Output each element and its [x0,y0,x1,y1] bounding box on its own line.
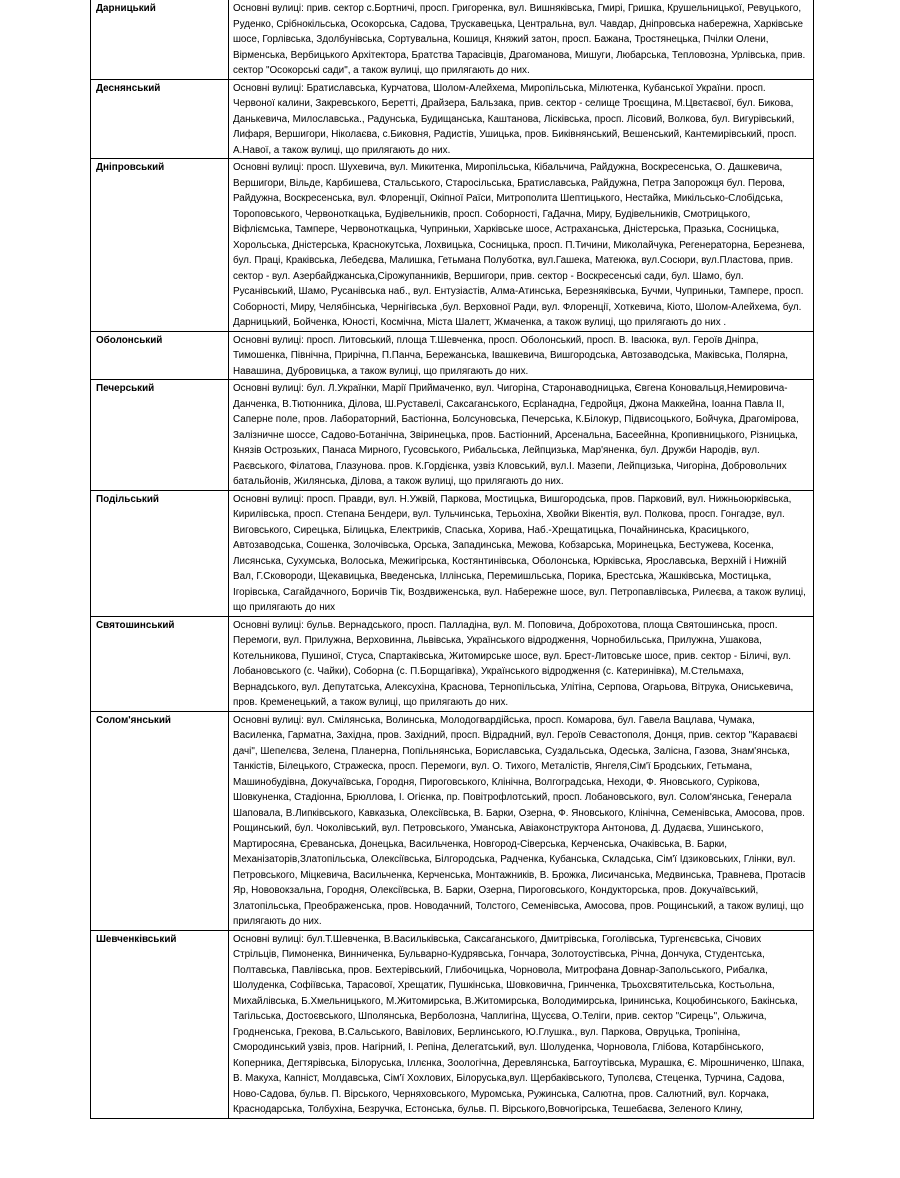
district-streets: Основні вулиці: просп. Шухевича, вул. Микитенка, Миропільська, Кібальчича, Райдужна, Воскресенська, О. Дашкевича, Вершигори, Вільде, Карбишева, Стальського, Старосільська, Братиславська, Райдужна, Петра Запорожця бул. Перова, Райдужна, Воскресенська, вул. Флоренції, Окіпної Раїси, Митрополита Шептицького, Нестайка, Микільсько-Слобідська, Тороповського, Червоноткацька, Будівельників, просп. Соборності, ГаДачна, Миру, Будівельників, Смотрицького, Віфліємська, Тампере, Червоноткацька, Чуприньки, Харківське шосе, Астраханська, Дністерська, Празька, Сосницька, Хорольська, Дністерська, Краснокутська, Лохвицька, Сосницька, просп. П.Тичини, Миколайчука, Регенераторна, Березнева, бул. Праці, Краківська, Лебедєва, Малишка, Гетьмана Полуботка, вул.Гашека, Матеюка, вул.Сосюри, вул.Пластова, прив. сектор - вул. Азербайджанська,Сірожупанників, Вершигори, прив. сектор - Воскресенські сади, бул. Шамо, бул. Русанівський, Шамо, Русанівська наб., вул. Ентузіастів, Алма-Атинська, Березняківська, Бучми, Чуприньки, Тампере, просп. Соборності, Миру, Челябінська, Чернігівська ,бул. Верховної Ради, вул. Флоренції, Хоткевича, Кіото, Шолом-Алейхема, бул. Дарницький, Бойченка, Юності, Космічна, Міста Шалетт, Жмаченка, а також вулиці, що прилягають до них . [229,159,814,332]
district-name: Подільський [91,490,229,616]
table-row [91,490,814,616]
district-streets: Основні вулиці: просп. Правди, вул. Н.Ужвій, Паркова, Мостицька, Вишгородська, пров. Парковий, вул. Нижньоюрківська, Кирилівська, просп. Степана Бендери, вул. Тульчинська, Терьохіна, Хвойки Вікентія, вул. Полкова, просп. Гонгадзе, вул. Виговського, Сирецька, Білицька, Електриків, Спаська, Хорива, Наб.-Хрещатицька, Почайнинська, Красицького, Автозаводська, Сошенка, Золочівська, Орська, Западинська, Межова, Кобзарська, Моринецька, Бестужева, Косенка, Лисянська, Сухумська, Волоська, Межигірська, Костянтинівська, Оболонська, Юрківська, Ярославська, Верхній і Нижній Вал, Г.Сковороди, Щекавицька, Введенська, Іллінська, Перемишльська, Порика, Брестська, Жашківська, Мостицька, Ігорівська, Сагайдачного, Боричів Тік, Воздвиженська, вул. Набережне шосе, вул. Петропавлівська, Рилеєва, а також вулиці, що прилягають до них [229,490,814,616]
table-row [91,159,814,332]
district-streets: Основні вулиці: просп. Литовський, площа Т.Шевченка, просп. Оболонський, просп. В. Івасюка, вул. Героїв Дніпра, Тимошенка, Північна, Прирічна, П.Панча, Бережанська, Івашкевича, Вишгородська, Автозаводська, Маківська, Полярна, Навашина, Дубровицька, а також вулиці, що прилягають до них. [229,331,814,380]
district-streets: Основні вулиці: бульв. Вернадського, просп. Палладіна, вул. М. Поповича, Доброхотова, площа Святошинська, просп. Перемоги, вул. Прилужна, Верховинна, Львівська, Українського відродження, Чорнобильська, Прилужна, Ушакова, Котельникова, Пушиної, Стуса, Спартаківська, Житомирське шосе, вул. Брест-Литовське шосе, прив. сектор - Біличі, вул. Лобановського (с. Чайки), Соборна (с. П.Борщагівка), Українського відродження (с. Катеринівка), М.Стельмаха, Вернадського, вул. Депутатська, Алексухіна, Краснова, Тернопільська, Улітіна, Серпова, Огарьова, Вітрука, Ониськевича, пров. Кременецький, а також вулиці, що прилягають до них. [229,616,814,711]
district-name: Оболонський [91,331,229,380]
table-row [91,331,814,380]
districts-table [90,0,814,1119]
district-name: Дніпровський [91,159,229,332]
district-name: Печерський [91,380,229,491]
table-row [91,380,814,491]
district-name: Шевченківський [91,930,229,1118]
table-row [91,711,814,930]
district-streets: Основні вулиці: Братиславська, Курчатова, Шолом-Алейхема, Миропільська, Мілютенка, Кубанської України. просп. Червоної калини, Закревського, Беретті, Драйзера, Бальзака, прив. сектор - селище Троєщина, М.Цвєтаєвої, бул. Бикова, Данькевича, Милославська., Радунська, Будищанська, Каштанова, Лісківська, просп. Лісовий, Волкова, бул. Вигурівський, Лифаря, Вершигори, Ніколаєва, с.Биковня, Радистів, Ушицька, пров. Биківнянський, Вешенський, Кантемирівський, просп. А.Навої, а також вулиці, що прилягають до них. [229,79,814,159]
district-streets: Основні вулиці: прив. сектор с.Бортничі, просп. Григоренка, вул. Вишняківська, Гмирі, Гришка, Крушельницької, Ревуцького, Руденко, Срібнокільська, Осокорська, Садова, Трускавецька, Центральна, вул. Чавдар, Дніпровська набережна, Харківське шосе, Горлівська, Здолбунівська, Сортувальна, Кошиця, Княжий затон, просп. Бажана, Тростянецька, Пчілки Олени, Вірменська, Вербицького Архітектора, Братства Тарасівців, Драгоманова, Мишуги, Любарська, Тепловозна, Урлівська, прив. сектор "Осокорські сади", а також вулиці, що прилягають до них. [229,0,814,79]
table-row [91,616,814,711]
district-streets: Основні вулиці: вул. Смілянська, Волинська, Молодогвардійська, просп. Комарова, бул. Гавела Вацлава, Чумака, Василенка, Гарматна, Західна, пров. Західний, просп. Відрадний, вул. Героїв Севастополя, Донця, прив. сектор "Караваєві дачі", Шепелєва, Зелена, Планерна, Попільнянська, Бориславська, Суздальська, Одеська, Залісна, Газова, Знам'янська, Танкістів, Білецького, Стражеска, просп. Перемоги, вул. О. Тихого, Металістів, Янгеля,Сім'ї Бродських, Гетьмана, Машинобудівна, Докучаївська, Городня, Пироговського, Клінічна, Волгоградська, Неходи, Ф. Яновського, Сурікова, Шовкуненка, Стадіонна, Брюллова, І. Огієнка, пр. Повітрофлотський, просп. Лобановського, вул. Солом'янська, Генерала Шаповала, В.Липківського, Кавказька, Олексіївська, В. Барки, Озерна, Ф. Яновського, Клінічна, Семенівська, Амосова, пров. Рощинський, бул. Чоколівський, вул. Петровського, Уманська, Авіаконструктора Антонова, Д. Дудаєва, Ушинського, Мартиросяна, Єреванська, Донецька, Васильченка, Новгород-Сіверська, Керченська, Очаківська, В. Барки, Механізаторів,Златопільська, Олексіївська, Білгородська, Радченка, Кубанська, Складська, Сім'ї Ідзиковських, Глінки, вул. Петровського, Міцкевича, Васильченка, Керченська, Монтажників, В. Брожка, Лисичанська, Медвинська, Травнева, Протасів Яр, Нововокзальна, Городня, Олексіївська, В. Барки, Озерна, Пироговського, Кондукторська, пров. Докучаївський, Златопільська, Преображенська, пров. Новодачний, Толстого, Семенівська, Амосова, пров. Рощинський, а також вулиці, що прилягають до них. [229,711,814,930]
table-row [91,79,814,159]
district-name: Солом'янський [91,711,229,930]
table-row [91,0,814,79]
district-streets: Основні вулиці: бул.Т.Шевченка, В.Васильківська, Саксаганського, Дмитрівська, Гоголівська, Тургенєвська, Січових Стрільців, Пимоненка, Винниченка, Бульварно-Кудрявська, Гончара, Золотоустівська, Річна, Дончука, Студентська, Полтавська, Павлівська, пров. Бехтерівський, Глибочицька, Чорновола, Митрофана Довнар-Запольського, Рибалка, Шолуденка, Софіївська, Тарасової, Хрещатик, Пушкінська, Шовковична, Гринченка, Трьохсвятительська, Костьольна, Михайлівська, Б.Хмельницького, М.Житомирська, В.Житомирська, Володимирська, Ірининська, Коцюбинського, Бакінська, Тагільська, Достоєвського, Шполянська, Верболозна, Чаплигіна, Щусєва, О.Теліги, прив. сектор "Сирець", Ольжича, Гродненська, Грекова, В.Сальського, Вавілових, Берлинського, Ю.Глушка., вул. Паркова, Овруцька, Тропініна, Смородинський узвіз, пров. Нагірний, І. Репіна, Делегатський, вул. Шолуденка, Чорновола, Глібова, Котарбінського, Коперника, Дегтярівська, Білоруська, Іллєнка, Зоологічна, Деревлянська, Баггоутівська, Мурашка, Є. Мірошниченко, Шпака, В. Макуха, Капніст, Молдавська, Сім'ї Хохлових, Білоруська,вул. Щербаківського, Туполєва, Стеценка, Турчина, Садова, Ново-Садова, бульв. П. Вірського, Черняховського, Муромська, Ружинська, Салютна, пров. Салютний, вул. Корчака, Краснодарська, Толбухіна, Безручка, Естонська, бульв. П. Вірського,Вовчогірська, Тешебаєва, Зеленого Клину, [229,930,814,1118]
table-row [91,930,814,1118]
district-name: Деснянський [91,79,229,159]
district-name: Дарницький [91,0,229,79]
district-name: Святошинський [91,616,229,711]
districts-table-body [91,0,814,1118]
district-streets: Основні вулиці: бул. Л.Українки, Марії Приймаченко, вул. Чигоріна, Старонаводницька, Євгена Коновальця,Немировича-Данченка, В.Тютюнника, Ділова, Ш.Руставелі, Саксаганського, Есplанадна, Гедройця, Джона Маккейна, Іоанна Павла ІІ, Саперне поле, пров. Лабораторний, Бастіонна, Болсуновська, Печерська, К.Білокур, Підвисоцького, Бойчука, Драгомірова, Залізничне шоссе, Садово-Ботанічна, Звіринецька, пров. Бастіонний, Арсенальна, Басеейнна, Кропивницького, Різницька, Князів Острозьких, Панаса Мирного, Гусовського, Рибальська, Лейпцизька, Мар'яненка, бул. Дружби Народів, вул. Раєвського, Філатова, Глазунова. пров. К.Гордієнка, узвіз Кловський, вул.І. Мазепи, Лейпцизька, Чигоріна, Добровольчих батальйонів, Жилянська, Ділова, а також вулиці, що прилягають до них. [229,380,814,491]
districts-document [90,0,814,1119]
